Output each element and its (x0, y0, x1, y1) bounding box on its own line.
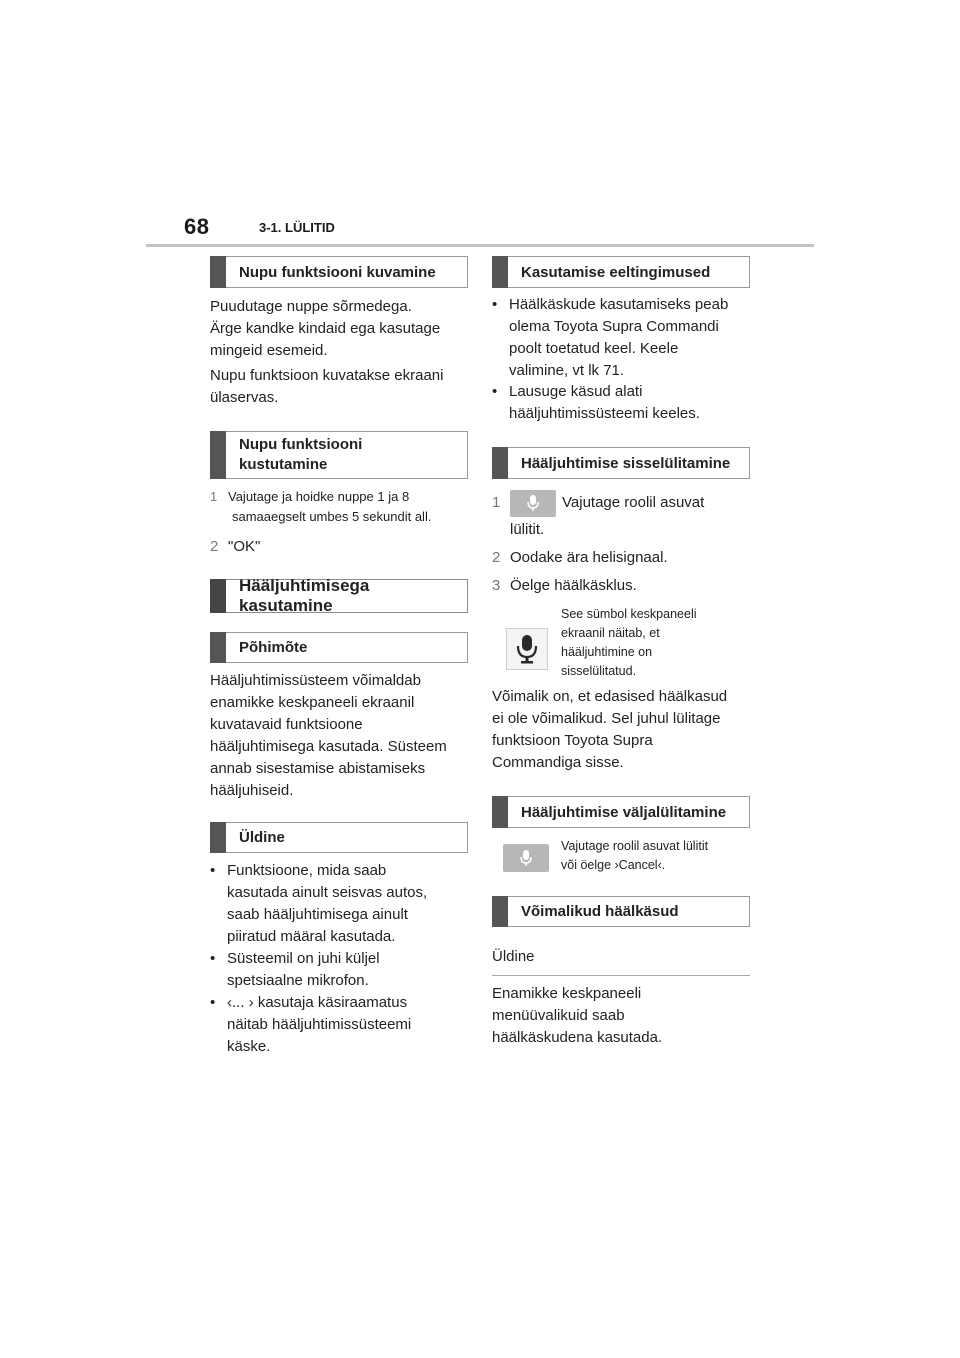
steering-voice-button-icon-small (503, 844, 549, 872)
page-number: 68 (184, 214, 210, 239)
note-voice-active-symbol: See sümbol keskpaneeli ekraanil näitab, et hääljuhtimine on sisselülitatud. (561, 607, 697, 678)
step-2-wait-signal: 2 Oodake ära helisignaal. (492, 549, 668, 566)
bullet-stationary-functions: • Funktsioone, mida saab kasutada ainult seisvas autos, saab hääljuhtimisega ainult piiratud määral kasutada. (210, 862, 428, 945)
paragraph-principle: Hääljuhtimissüsteem võimaldab enamikke keskpaneeli ekraanil kuvatavaid funktsioone hääljuhtimisega kasutada. Süsteem annab sisestamise abistamiseks hääljuhiseid. (210, 672, 447, 799)
section-heading-button-function-delete: Nupu funktsiooni kustutamine (210, 431, 468, 479)
step-1-hold-buttons: 1 Vajutage ja hoidke nuppe 1 ja 8 samaaegselt umbes 5 sekundit all. (210, 489, 432, 524)
voice-active-icon (506, 628, 548, 670)
section-heading-possible-commands: Võimalikud häälkäsud (492, 896, 750, 927)
section-heading-prerequisites: Kasutamise eeltingimused (492, 256, 750, 288)
section-heading-button-function-display (210, 256, 468, 288)
main-heading-voice-control: Hääljuhtimisega kasutamine (210, 579, 468, 613)
paragraph-menu-options: Enamikke keskpaneeli menüüvalikuid saab häälkäskudena kasutada. (492, 985, 663, 1046)
bullet-speak-language: • Lausuge käsud alati hääljuhtimissüsteemi keeles. (492, 383, 700, 422)
bullet-manual-commands: • ‹... › kasutaja käsiraamatus näitab hääljuhtimissüsteemi käske. (210, 994, 412, 1055)
step-3-say-command: 3 Öelge häälkäsklus. (492, 577, 637, 594)
bullet-driver-microphone: • Süsteemil on juhi küljel spetsiaalne mikrofon. (210, 950, 380, 989)
paragraph-further-commands: Võimalik on, et edasised häälkasud ei ole võimalikud. Sel juhul lülitage funktsioon Toyota Supra Commandiga sisse. (492, 688, 728, 771)
paragraph-function-display: Nupu funktsioon kuvatakse ekraani ülaservas. (210, 367, 444, 406)
section-heading-voice-on: Hääljuhtimise sisselülitamine (492, 447, 750, 479)
paragraph-touch-buttons: Puudutage nuppe sõrmedega. Ärge kandke kindaid ega kasutage mingeid esemeid. (210, 298, 441, 359)
note-voice-off: Vajutage roolil asuvat lülitit või öelge ›Cancel‹. (561, 839, 709, 872)
bullet-supported-language: • Häälkäskude kasutamiseks peab olema Toyota Supra Commandi poolt toetatud keel. Keele valimine, vt lk 71. (492, 296, 729, 379)
step-2-ok: 2 "OK" (210, 538, 261, 555)
step-1-press-switch: 1 Vajutage roolil asuvat lülitit. (492, 492, 762, 541)
header-rule (146, 244, 814, 247)
subheading-general: Üldine (492, 948, 750, 976)
section-heading-principle: Põhimõte (210, 632, 468, 663)
section-heading-general: Üldine (210, 822, 468, 853)
steering-voice-button-icon (510, 490, 556, 517)
section-heading-voice-off: Hääljuhtimise väljalülitamine (492, 796, 750, 828)
section-heading-text: Nupu funktsiooni kuvamine (239, 263, 436, 281)
chapter-title: 3-1. LÜLITID (259, 220, 335, 235)
